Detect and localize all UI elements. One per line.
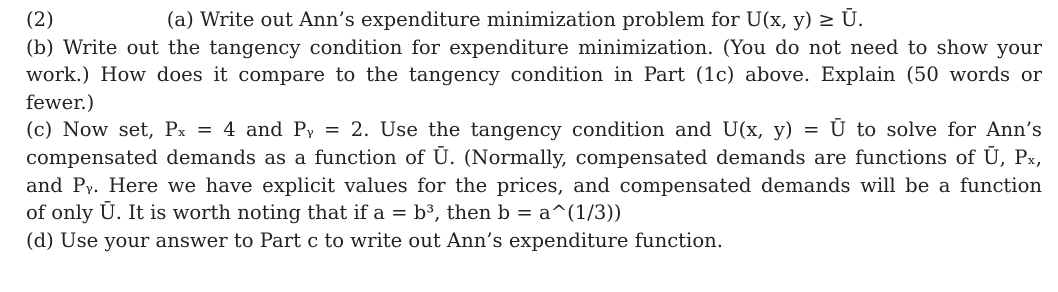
part-c-line-4: of only Ū. It is worth noting that if a = b³, then b = a^(1/3)) [26, 201, 622, 225]
part-b-line-1: (b) Write out the tangency condition for expenditure minimization. (You do not need to show your [26, 35, 1042, 59]
part-b-line-2: work.) How does it compare to the tangency condition in Part (1c) above. Explain (50 words or [26, 63, 1042, 87]
part-b-line-3: fewer.) [26, 90, 95, 114]
part-c-line-3: and Pᵧ. Here we have explicit values for the prices, and compensated demands will be a function [26, 173, 1042, 197]
part-a-text: (a) Write out Ann’s expenditure minimization problem for U(x, y) ≥ Ū. [166, 8, 864, 31]
part-d-line: (d) Use your answer to Part c to write out Ann’s expenditure function. [26, 228, 723, 252]
question-2-header-line [26, 6, 1042, 34]
part-c-line-1: (c) Now set, Pₓ = 4 and Pᵧ = 2. Use the tangency condition and U(x, y) = Ū to solve for Ann’s [26, 118, 1042, 142]
question-number: (2) [26, 8, 54, 31]
part-c-line-2: compensated demands as a function of Ū. (Normally, compensated demands are functions of Ū, Pₓ, [26, 145, 1042, 169]
question-document [26, 6, 1042, 254]
